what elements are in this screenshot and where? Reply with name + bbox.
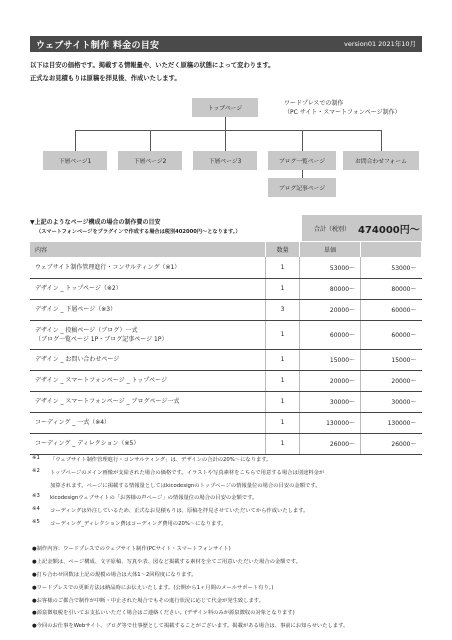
row-item-line: デザイン _ スマートフォンページ _ ブログページ一式 — [35, 398, 180, 405]
row-amount: 60000〜 — [361, 299, 422, 320]
wp-note — [284, 99, 401, 117]
footnote-mark: ※3 — [32, 493, 40, 500]
footnote — [30, 519, 422, 532]
footnote — [30, 455, 422, 468]
footnote-text: トップページのメイン画像が支給された場合の価格です。イラストや写真素材をこちらで用意する場合は別途料金が — [50, 469, 325, 476]
footnotes — [30, 455, 422, 532]
connector-line — [225, 117, 226, 130]
version-label: version01 2021年10月 — [344, 40, 416, 48]
price-table — [30, 242, 422, 455]
row-qty: 1 — [266, 257, 300, 278]
row-unit-price: 30000〜 — [300, 391, 361, 412]
row-item — [30, 433, 266, 454]
terms-item: ●打ち合わせ回数は上記の規模の場合は大体1〜2回程度になります。 — [32, 571, 197, 578]
table-row — [30, 433, 422, 454]
terms-item: ●今回のお仕事をWebサイト、ブログ等で仕事歴として掲載することがございます。掲載がある場合は、事前にお知らせいたします。 — [32, 623, 349, 630]
price-section-subtitle: （スマートフォンページをプラグインで作成する場合は税別402000円〜となります。） — [36, 229, 241, 235]
sitemap-node-sub-2: 下層ページ2 — [118, 151, 182, 170]
row-item-line: デザイン _ 投稿ページ（ブログ）一式 — [35, 326, 138, 334]
header-item: 内容 — [30, 242, 266, 257]
footnote-mark: ※5 — [32, 518, 40, 525]
row-qty: 3 — [266, 299, 300, 320]
row-qty: 1 — [266, 412, 300, 433]
row-item — [30, 299, 266, 320]
row-amount: 53000〜 — [361, 257, 422, 278]
footnote-text: コーディング_ディレクション費はコーディング費用の20%〜になります。 — [50, 520, 227, 527]
row-unit-price: 26000〜 — [300, 433, 361, 454]
row-unit-price: 130000〜 — [300, 412, 361, 433]
header-amount — [361, 242, 422, 257]
row-amount: 26000〜 — [361, 433, 422, 454]
terms-item: ●上記金額は、ページ構成、文字原稿、写真や表、図など掲載する素材を全てご用意いただいた場合の金額です。 — [32, 558, 301, 565]
connector-line — [75, 130, 381, 131]
row-item — [30, 278, 266, 299]
connector-line — [225, 130, 226, 151]
row-amount: 30000〜 — [361, 391, 422, 412]
table-row — [30, 278, 422, 299]
footnote-text: 加算されます。ページに掲載する情報量としてはkicodesignのトップページの情報量位の場合の目安の金額です。 — [50, 482, 321, 489]
row-item-line: デザイン _ 下層ページ（※3） — [35, 306, 117, 313]
row-qty: 1 — [266, 349, 300, 370]
footnote — [30, 506, 422, 519]
page-title: ウェブサイト制作 料金の目安 — [36, 41, 160, 51]
table-row — [30, 257, 422, 278]
sitemap-node-sub-1: 下層ページ1 — [43, 151, 107, 170]
row-unit-price: 60000〜 — [300, 320, 361, 349]
row-item-line: デザイン _ トップページ（※2） — [35, 285, 122, 292]
connector-line — [302, 170, 303, 178]
table-row — [30, 320, 422, 349]
table-row — [30, 349, 422, 370]
row-qty: 1 — [266, 370, 300, 391]
sitemap-node-blog-list: ブログ一覧ページ — [268, 151, 336, 170]
row-unit-price: 15000〜 — [300, 349, 361, 370]
row-item — [30, 391, 266, 412]
header-unit: 単価 — [300, 242, 361, 257]
row-item — [30, 320, 266, 349]
header-qty: 数量 — [266, 242, 300, 257]
footnote-mark: ※1 — [32, 455, 40, 461]
total-box — [302, 215, 422, 241]
wp-note-line-2: （PC サイト・スマートフォンページ制作） — [284, 109, 401, 116]
intro-line-1: 以下は目安の価格です。掲載する情報量や、いただく原稿の状態によって変わります。 — [30, 62, 275, 69]
footnote — [30, 468, 422, 481]
row-qty: 1 — [266, 433, 300, 454]
row-unit-price: 80000〜 — [300, 278, 361, 299]
terms-item: ●お客様のご都合で制作が中断・中止された場合でもその進行状況に応じて代金が発生致します。 — [32, 597, 264, 604]
row-item-line: ウェブサイト制作管理進行・コンサルティング（※1） — [35, 263, 181, 271]
intro-line-2: 正式なお見積もりは原稿を拝見後、作成いたします。 — [30, 75, 181, 82]
footnote — [30, 481, 422, 494]
terms-list — [30, 544, 422, 634]
row-amount: 15000〜 — [361, 349, 422, 370]
row-amount: 130000〜 — [361, 412, 422, 433]
sitemap-node-blog-detail: ブログ記事ページ — [268, 178, 336, 197]
total-value: 474000円〜 — [358, 225, 420, 236]
footnote-text: コーディングは外注しているため、正式なお見積もりは、原稿を拝見させていただいてから作成いたします。 — [50, 508, 309, 515]
terms-item: ●源泉徴収税を引いてお支払いいただく場合はご連絡ください。(デザイン料のみが源泉徴収の対象となります) — [32, 610, 295, 617]
sitemap-node-sub-3: 下層ページ3 — [193, 151, 257, 170]
row-item-line: デザイン _ お問い合わせページ — [35, 356, 120, 363]
connector-line — [381, 130, 382, 151]
row-item-line-2: （ブログ一覧ページ 1P・ブログ記事ページ 1P） — [35, 335, 168, 343]
table-header-row — [30, 242, 422, 257]
total-label: 合計（税別） — [314, 226, 351, 233]
table-row — [30, 391, 422, 412]
sitemap-node-contact: お問合わせフォーム — [343, 151, 419, 170]
wp-note-line-1: ワードプレスでの制作 — [284, 100, 344, 107]
footnote — [30, 493, 422, 506]
table-row — [30, 370, 422, 391]
footnote-text: kicodesignウェブサイトの「お客様の声ページ」の情報量位の場合の目安の金額です。 — [50, 495, 258, 502]
table-row — [30, 412, 422, 433]
connector-line — [75, 130, 76, 151]
row-amount: 60000〜 — [361, 320, 422, 349]
row-unit-price: 53000〜 — [300, 257, 361, 278]
row-qty: 1 — [266, 320, 300, 349]
connector-line — [150, 130, 151, 151]
header-bar — [30, 36, 422, 52]
row-item — [30, 370, 266, 391]
row-qty: 1 — [266, 278, 300, 299]
row-unit-price: 20000〜 — [300, 370, 361, 391]
terms-item: ●ワードプレスでの更新方法は納品時にお伝えいたします。(公開から1ヶ月間のメールサポート有り。) — [32, 584, 274, 591]
price-section-title: ▼上記のようなページ構成の場合の制作費の目安 — [30, 219, 161, 226]
terms-item: ●制作内容：ワードプレスでのウェブサイト制作(PCサイト・スマートフォンサイト) — [32, 546, 231, 552]
row-qty: 1 — [266, 391, 300, 412]
row-amount: 80000〜 — [361, 278, 422, 299]
connector-line — [302, 130, 303, 151]
footnote-text: 「ウェブサイト制作管理進行・コンサルティング」は、デザインの合計の20%〜になります。 — [50, 457, 272, 463]
row-item — [30, 349, 266, 370]
row-item-line: コーディング _ 一式（※4） — [35, 419, 111, 426]
sitemap-node-top: トップページ — [192, 98, 258, 117]
row-item — [30, 412, 266, 433]
row-item — [30, 257, 266, 278]
row-amount: 20000〜 — [361, 370, 422, 391]
table-row — [30, 299, 422, 320]
row-item-line: コーディング _ ディレクション（※5） — [35, 440, 140, 447]
row-item-line: デザイン _ スマートフォンページ _ トップページ — [35, 377, 167, 384]
footnote-mark: ※4 — [32, 506, 40, 513]
row-unit-price: 20000〜 — [300, 299, 361, 320]
footnote-mark: ※2 — [32, 467, 40, 474]
